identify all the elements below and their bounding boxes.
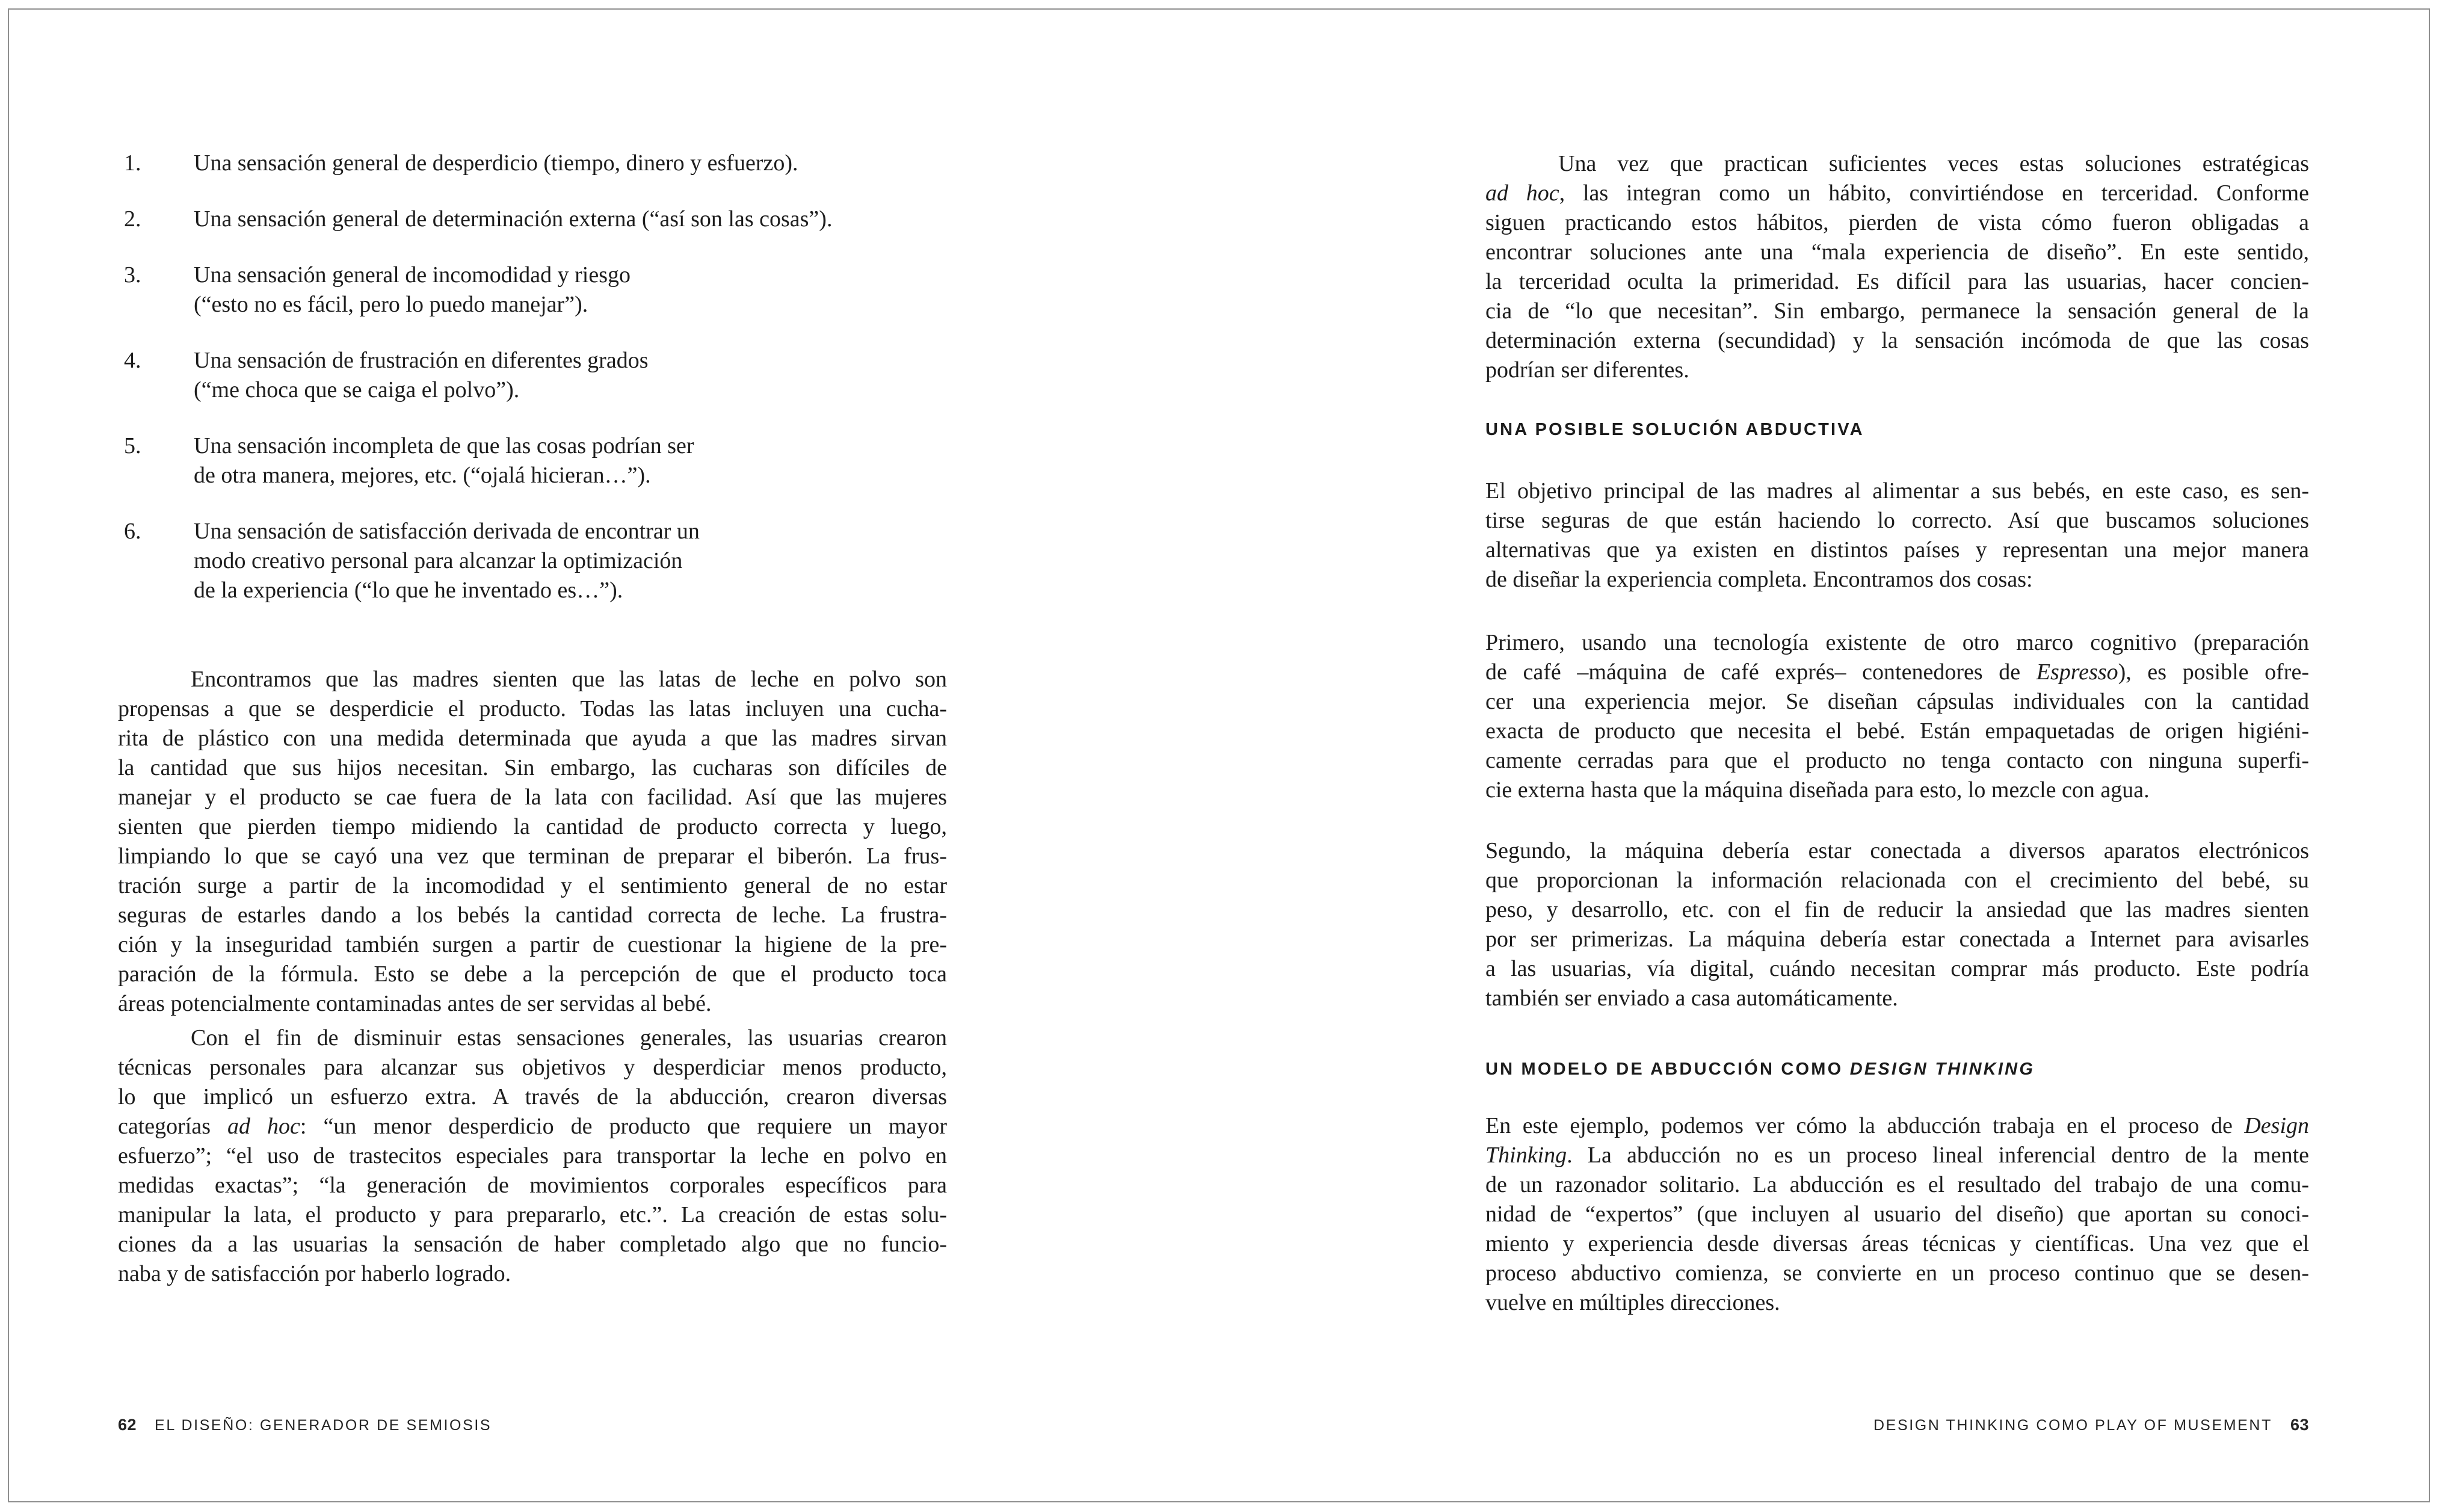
right-page-column	[1485, 149, 2309, 1318]
list-item	[118, 517, 947, 605]
list-item-line: modo creativo personal para alcanzar la optimización	[194, 548, 683, 573]
paragraph-line: tración surge a partir de la incomodidad y el sentimiento general de no estar	[118, 873, 947, 898]
paragraph-line: de un razonador solitario. La abducción es el resultado del trabajo de una comu-	[1485, 1172, 2309, 1197]
list-item-line: (“esto no es fácil, pero lo puedo manejar”).	[194, 292, 588, 317]
paragraph-line: Segundo, la máquina debería estar conectada a diversos aparatos electrónicos	[1485, 838, 2309, 863]
paragraph-line: categorías ad hoc: “un menor desperdicio de producto que requiere un mayor	[118, 1114, 947, 1139]
paragraph-line: Con el fin de disminuir estas sensaciones generales, las usuarias crearon	[191, 1025, 947, 1051]
paragraph-line: sienten que pierden tiempo midiendo la cantidad de producto correcta y luego,	[118, 814, 947, 839]
paragraph-line: de café –máquina de café exprés– contenedores de Espresso), es posible ofre-	[1485, 659, 2309, 685]
paragraph-line: cer una experiencia mejor. Se diseñan cápsulas individuales con la cantidad	[1485, 689, 2309, 714]
list-item	[118, 205, 947, 234]
paragraph-line: manejar y el producto se cae fuera de la lata con facilidad. Así que las mujeres	[118, 785, 947, 810]
paragraph-line: miento y experiencia desde diversas áreas técnicas y científicas. Una vez que el	[1485, 1231, 2309, 1256]
paragraph-line: siguen practicando estos hábitos, pierden de vista cómo fueron obligadas a	[1485, 210, 2309, 235]
paragraph-line: tirse seguras de que están haciendo lo correcto. Así que buscamos soluciones	[1485, 508, 2309, 533]
paragraph	[118, 1023, 947, 1289]
paragraph-line: cie externa hasta que la máquina diseñada para esto, lo mezcle con agua.	[1485, 777, 2150, 803]
list-item-line: Una sensación de frustración en diferentes grados	[194, 348, 649, 373]
list-item-line: Una sensación de satisfacción derivada de encontrar un	[194, 519, 700, 544]
paragraph-line: naba y de satisfacción por haberlo logrado.	[118, 1261, 511, 1286]
list-item-line: de la experiencia (“lo que he inventado es…”).	[194, 578, 623, 603]
paragraph-line: paración de la fórmula. Esto se debe a la percepción de que el producto toca	[118, 961, 947, 987]
paragraph-line: también ser enviado a casa automáticamente.	[1485, 986, 1898, 1011]
list-item	[118, 149, 947, 178]
list-item-number: 1.	[124, 150, 141, 176]
right-page-number: 63	[2290, 1416, 2309, 1434]
paragraph-line: ciones da a las usuarias la sensación de haber completado algo que no funcio-	[118, 1232, 947, 1257]
paragraph-line: vuelve en múltiples direcciones.	[1485, 1290, 1780, 1315]
list-item-number: 6.	[124, 519, 141, 544]
paragraph-line: Primero, usando una tecnología existente de otro marco cognitivo (preparación	[1485, 630, 2309, 655]
paragraph-line: proceso abductivo comienza, se convierte en un proceso continuo que se desen-	[1485, 1261, 2309, 1286]
list-item-number: 5.	[124, 433, 141, 458]
list-item-line: Una sensación general de incomodidad y riesgo	[194, 262, 631, 288]
paragraph-line: nidad de “expertos” (que incluyen al usuario del diseño) que aportan su conoci-	[1485, 1202, 2309, 1227]
paragraph-line: encontrar soluciones ante una “mala experiencia de diseño”. En este sentido,	[1485, 239, 2309, 265]
paragraph-line: cia de “lo que necesitan”. Sin embargo, permanece la sensación general de la	[1485, 298, 2309, 324]
section-heading: UNA POSIBLE SOLUCIÓN ABDUCTIVA	[1485, 420, 1864, 439]
paragraph-line: seguras de estarles dando a los bebés la cantidad correcta de leche. La frustra-	[118, 903, 947, 928]
paragraph-line: limpiando lo que se cayó una vez que terminan de preparar el biberón. La frus-	[118, 844, 947, 869]
list-item-line: de otra manera, mejores, etc. (“ojalá hicieran…”).	[194, 463, 651, 488]
paragraph-line: podrían ser diferentes.	[1485, 357, 1689, 383]
paragraph-line: áreas potencialmente contaminadas antes de ser servidas al bebé.	[118, 991, 712, 1016]
list-item-line: Una sensación incompleta de que las cosas podrían ser	[194, 433, 694, 458]
list-item-number: 2.	[124, 206, 141, 232]
paragraph-line: propensas a que se desperdicie el producto. Todas las latas incluyen una cucha-	[118, 696, 947, 721]
paragraph-line: a las usuarias, vía digital, cuándo necesitan comprar más producto. Este podría	[1485, 956, 2309, 981]
left-page-number: 62	[118, 1416, 137, 1434]
list-item-number: 3.	[124, 262, 141, 288]
left-page-paragraphs	[118, 665, 947, 1289]
paragraph	[1485, 836, 2309, 1013]
paragraph-line: El objetivo principal de las madres al alimentar a sus bebés, en este caso, es sen-	[1485, 478, 2309, 504]
paragraph-line: técnicas personales para alcanzar sus objetivos y desperdiciar menos producto,	[118, 1055, 947, 1080]
list-item	[118, 346, 947, 405]
numbered-sensations-list	[118, 149, 947, 605]
paragraph	[1485, 477, 2309, 594]
list-item-number: 4.	[124, 348, 141, 373]
list-item-line: Una sensación general de desperdicio (tiempo, dinero y esfuerzo).	[194, 150, 798, 176]
paragraph-line: Encontramos que las madres sienten que las latas de leche en polvo son	[191, 667, 947, 692]
paragraph-line: exacta de producto que necesita el bebé. Están empaquetadas de origen higiéni-	[1485, 718, 2309, 744]
right-running-title: DESIGN THINKING COMO PLAY OF MUSEMENT	[1873, 1417, 2272, 1434]
left-running-title: EL DISEÑO: GENERADOR DE SEMIOSIS	[155, 1417, 492, 1434]
paragraph-line: ción y la inseguridad también surgen a partir de cuestionar la higiene de la pre-	[118, 932, 947, 957]
paragraph-line: ad hoc, las integran como un hábito, convirtiéndose en terceridad. Conforme	[1485, 181, 2309, 206]
section-heading: UN MODELO DE ABDUCCIÓN COMO DESIGN THINKING	[1485, 1060, 2035, 1079]
paragraph-line: esfuerzo”; “el uso de trastecitos especiales para transportar la leche en polvo en	[118, 1143, 947, 1168]
paragraph-line: Una vez que practican suficientes veces estas soluciones estratégicas	[1558, 151, 2309, 176]
paragraph-line: rita de plástico con una medida determinada que ayuda a que las madres sirvan	[118, 726, 947, 751]
left-page-column	[118, 149, 947, 1289]
paragraph-line: alternativas que ya existen en distintos países y representan una mejor manera	[1485, 537, 2309, 563]
paragraph-line: peso, y desarrollo, etc. con el fin de reducir la ansiedad que las madres sienten	[1485, 897, 2309, 922]
paragraph-line: medidas exactas”; “la generación de movimientos corporales específicos para	[118, 1173, 947, 1198]
paragraph-line: Thinking. La abducción no es un proceso lineal inferencial dentro de la mente	[1485, 1143, 2309, 1168]
list-item	[118, 261, 947, 319]
paragraph-line: lo que implicó un esfuerzo extra. A través de la abducción, crearon diversas	[118, 1084, 947, 1109]
paragraph-line: que proporcionan la información relacionada con el crecimiento del bebé, su	[1485, 868, 2309, 893]
paragraph-line: manipular la lata, el producto y para prepararlo, etc.”. La creación de estas solu-	[118, 1202, 947, 1227]
list-item	[118, 431, 947, 490]
list-item-line: (“me choca que se caiga el polvo”).	[194, 377, 520, 403]
left-page-footer	[118, 1415, 492, 1435]
paragraph	[1485, 149, 2309, 385]
paragraph-line: determinación externa (secundidad) y la sensación incómoda de que las cosas	[1485, 328, 2309, 353]
list-item-line: Una sensación general de determinación externa (“así son las cosas”).	[194, 206, 833, 232]
paragraph	[1485, 628, 2309, 805]
paragraph-line: por ser primerizas. La máquina debería estar conectada a Internet para avisarles	[1485, 927, 2309, 952]
paragraph	[1485, 1111, 2309, 1318]
paragraph	[118, 665, 947, 1019]
paragraph-line: la terceridad oculta la primeridad. Es difícil para las usuarias, hacer concien-	[1485, 269, 2309, 294]
paragraph-line: En este ejemplo, podemos ver cómo la abducción trabaja en el proceso de Design	[1485, 1113, 2309, 1138]
paragraph-line: la cantidad que sus hijos necesitan. Sin embargo, las cucharas son difíciles de	[118, 755, 947, 780]
right-page-footer	[1485, 1415, 2309, 1435]
paragraph-line: de diseñar la experiencia completa. Encontramos dos cosas:	[1485, 567, 2033, 592]
paragraph-line: camente cerradas para que el producto no tenga contacto con ninguna superfi-	[1485, 748, 2309, 773]
